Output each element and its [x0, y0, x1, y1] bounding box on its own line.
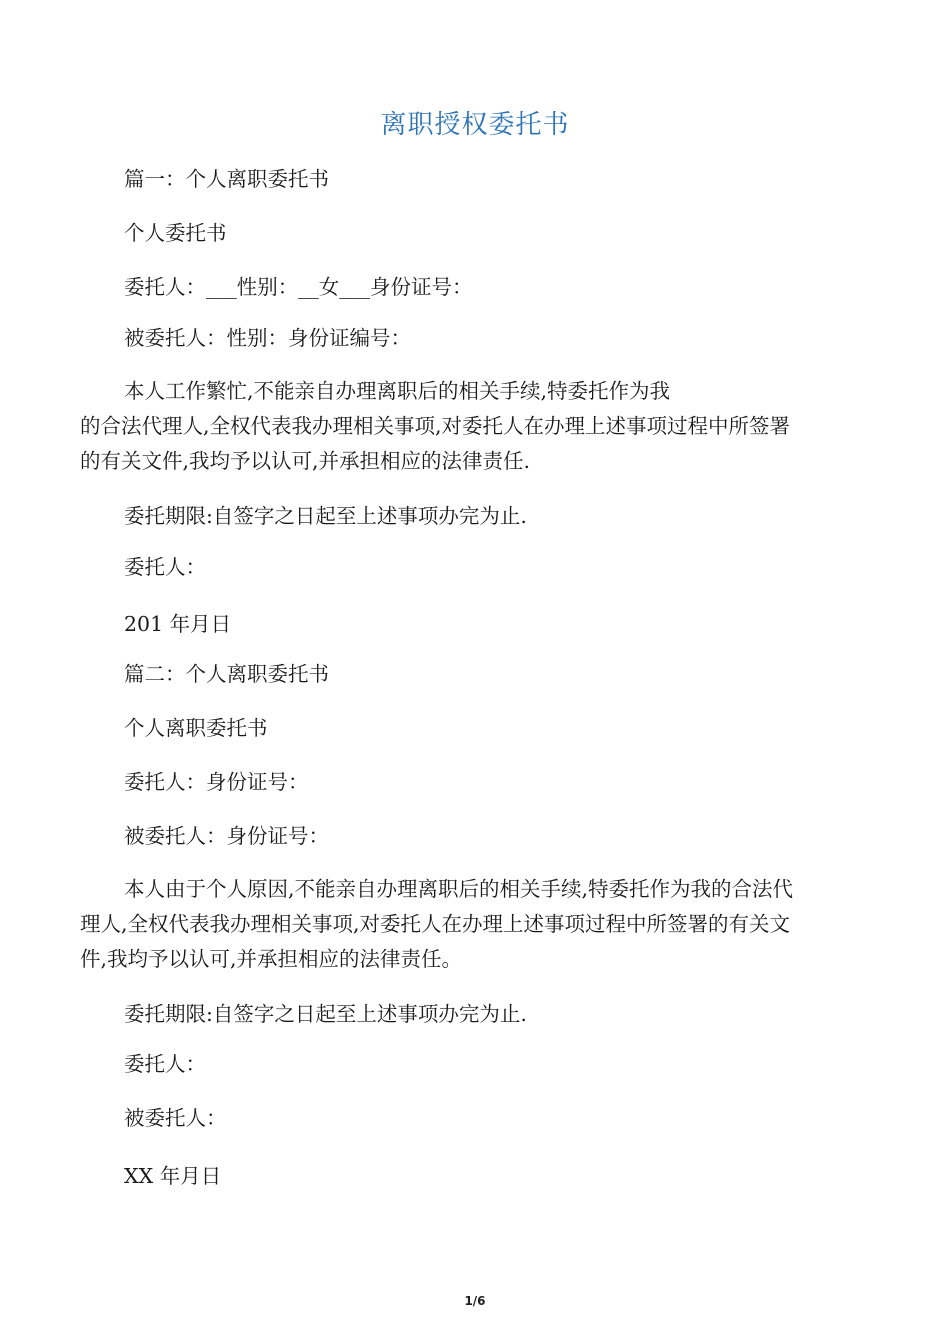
- section2-subtitle: 个人离职委托书: [124, 716, 268, 740]
- section1-heading: 篇一：个人离职委托书: [124, 167, 329, 191]
- section1-term: 委托期限:自签字之日起至上述事项办完为止.: [124, 504, 527, 528]
- section2-body-line: 件,我均予以认可,并承担相应的法律责任。: [80, 947, 463, 971]
- section1-body-paragraph: [80, 374, 860, 479]
- section2-body-line: 本人由于个人原因,不能亲自办理离职后的相关手续,特委托作为我的合法代: [124, 877, 794, 901]
- section1-date: 201 年月日: [124, 612, 232, 636]
- section2-principal-line: 委托人：身份证号：: [124, 770, 309, 794]
- section1-signature-principal: 委托人：: [124, 555, 206, 579]
- section2-heading: 篇二：个人离职委托书: [124, 662, 329, 686]
- section2-agent-line: 被委托人：身份证号：: [124, 824, 329, 848]
- section1-principal-line: 委托人：___性别：__女___身份证号：: [124, 275, 473, 299]
- section2-body-paragraph: [80, 872, 860, 977]
- page-number: 1/6: [464, 1294, 486, 1308]
- section2-date: XX 年月日: [124, 1164, 222, 1188]
- document-title: 离职授权委托书: [380, 110, 570, 140]
- section2-signature-agent: 被委托人：: [124, 1106, 227, 1130]
- section1-body-line: 的有关文件,我均予以认可,并承担相应的法律责任.: [80, 449, 531, 473]
- section1-body-line: 的合法代理人,全权代表我办理相关事项,对委托人在办理上述事项过程中所签署: [80, 414, 791, 438]
- section2-term: 委托期限:自签字之日起至上述事项办完为止.: [124, 1002, 527, 1026]
- section2-body-line: 理人,全权代表我办理相关事项,对委托人在办理上述事项过程中所签署的有关文: [80, 912, 791, 936]
- section1-agent-line: 被委托人：性别：身份证编号：: [124, 326, 411, 350]
- section1-subtitle: 个人委托书: [124, 221, 227, 245]
- section2-signature-principal: 委托人：: [124, 1052, 206, 1076]
- section1-body-line: 本人工作繁忙,不能亲自办理离职后的相关手续,特委托作为我: [124, 379, 671, 403]
